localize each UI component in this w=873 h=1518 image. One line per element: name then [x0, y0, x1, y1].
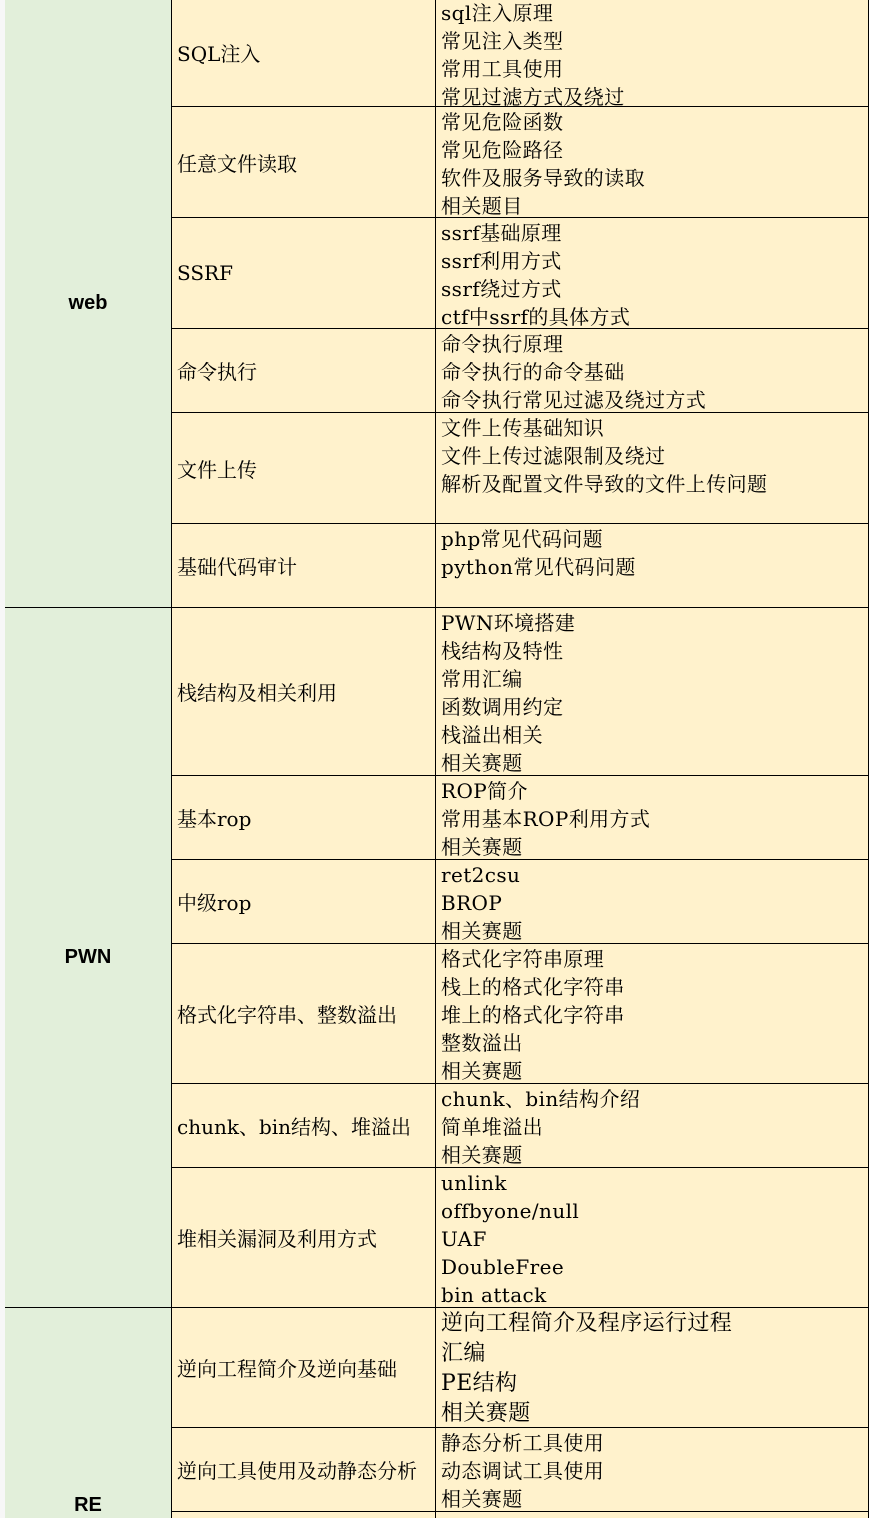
topic-cell[interactable]: [172, 1308, 436, 1428]
detail-item: 命令执行常见过滤及绕过方式: [441, 388, 707, 412]
topic-title: SQL注入: [177, 42, 261, 66]
detail-item: 相关赛题: [441, 1401, 531, 1426]
category-label: web: [68, 291, 108, 314]
detail-cell[interactable]: [436, 608, 869, 776]
detail-item: 简单堆溢出: [441, 1115, 543, 1139]
detail-cell[interactable]: [436, 413, 869, 524]
detail-item: PE结构: [441, 1371, 518, 1396]
topic-title: 命令执行: [177, 360, 257, 384]
detail-item: 相关赛题: [441, 1143, 523, 1167]
detail-item: ROP简介: [441, 779, 528, 803]
detail-item: bin attack: [441, 1283, 547, 1307]
topic-title: 任意文件读取: [177, 151, 297, 176]
category-cell-web[interactable]: [5, 0, 172, 608]
detail-item: ssrf绕过方式: [441, 277, 562, 301]
detail-item: 格式化字符串原理: [441, 947, 605, 971]
detail-item: 常见危险函数: [441, 110, 564, 134]
detail-item: ctf中ssrf的具体方式: [441, 305, 631, 329]
topic-cell[interactable]: [172, 1512, 436, 1518]
topic-cell[interactable]: [172, 944, 436, 1084]
detail-cell[interactable]: [436, 218, 869, 329]
detail-item: 汇编: [441, 1341, 486, 1366]
detail-item: ssrf利用方式: [441, 249, 562, 273]
detail-item: 命令执行原理: [441, 332, 564, 356]
detail-cell[interactable]: [436, 1168, 869, 1308]
topic-cell[interactable]: [172, 0, 436, 107]
topic-cell[interactable]: [172, 1428, 436, 1512]
detail-item: unlink: [441, 1171, 507, 1195]
topic-title: 逆向工具使用及动静态分析: [177, 1459, 417, 1483]
detail-item: 栈溢出相关: [441, 723, 543, 747]
detail-item: 堆上的格式化字符串: [441, 1003, 625, 1027]
detail-item: 栈上的格式化字符串: [441, 975, 625, 999]
topic-cell[interactable]: [172, 1168, 436, 1308]
detail-item: ssrf基础原理: [441, 221, 562, 245]
topic-title: 格式化字符串、整数溢出: [177, 1003, 397, 1027]
detail-item: offbyone/null: [441, 1199, 580, 1223]
detail-cell[interactable]: [436, 524, 869, 608]
topic-cell[interactable]: [172, 107, 436, 218]
detail-cell[interactable]: [436, 107, 869, 218]
topic-cell[interactable]: [172, 218, 436, 329]
detail-cell[interactable]: [436, 0, 869, 107]
detail-item: 常用工具使用: [441, 57, 564, 81]
detail-cell[interactable]: [436, 776, 869, 860]
category-label: PWN: [64, 946, 112, 968]
detail-item: php常见代码问题: [441, 527, 604, 551]
detail-item: sql注入原理: [441, 1, 554, 25]
detail-item: 函数调用约定: [441, 695, 564, 719]
category-cell-pwn[interactable]: [5, 608, 172, 1308]
detail-item: 解析及配置文件导致的文件上传问题: [441, 472, 768, 496]
detail-item: ret2csu: [441, 863, 521, 887]
topic-cell[interactable]: [172, 524, 436, 608]
detail-item: 常用基本ROP利用方式: [441, 807, 651, 831]
topic-cell[interactable]: [172, 1084, 436, 1168]
detail-item: DoubleFree: [441, 1255, 565, 1279]
topic-title: 堆相关漏洞及利用方式: [177, 1227, 377, 1251]
detail-item: 逆向工程简介及程序运行过程: [441, 1311, 733, 1336]
topic-title: 基础代码审计: [177, 555, 297, 579]
topic-cell[interactable]: [172, 860, 436, 944]
detail-item: 相关题目: [441, 194, 523, 218]
detail-cell[interactable]: [436, 1428, 869, 1512]
topic-title: SSRF: [177, 261, 233, 285]
detail-item: chunk、bin结构介绍: [441, 1087, 641, 1111]
category-cell-re[interactable]: [5, 1308, 172, 1518]
topic-title: 栈结构及相关利用: [177, 681, 337, 705]
topic-title: 文件上传: [177, 457, 257, 482]
detail-item: 软件及服务导致的读取: [441, 166, 645, 190]
detail-cell[interactable]: [436, 1512, 869, 1518]
topic-cell[interactable]: [172, 776, 436, 860]
detail-item: 静态分析工具使用: [441, 1431, 605, 1455]
detail-item: 动态调试工具使用: [441, 1459, 605, 1483]
detail-cell[interactable]: [436, 1084, 869, 1168]
detail-cell[interactable]: [436, 329, 869, 413]
detail-item: 常见过滤方式及绕过: [441, 85, 625, 107]
topic-title: 逆向工程简介及逆向基础: [177, 1357, 397, 1381]
detail-cell[interactable]: [436, 860, 869, 944]
topic-cell[interactable]: [172, 608, 436, 776]
column-gap: [869, 0, 873, 1518]
category-label: RE: [74, 1494, 102, 1516]
detail-item: python常见代码问题: [441, 555, 636, 579]
detail-item: 文件上传基础知识: [441, 416, 605, 440]
topic-cell[interactable]: [172, 413, 436, 524]
detail-item: 命令执行的命令基础: [441, 360, 625, 384]
detail-item: UAF: [441, 1227, 487, 1251]
detail-item: 文件上传过滤限制及绕过: [441, 444, 666, 468]
detail-item: PWN环境搭建: [441, 611, 576, 635]
topic-title: 中级rop: [177, 891, 252, 915]
detail-item: 常用汇编: [441, 667, 523, 691]
detail-item: 相关赛题: [441, 1487, 523, 1511]
detail-item: 常见危险路径: [441, 138, 564, 162]
topic-title: 基本rop: [177, 807, 252, 831]
detail-item: 常见注入类型: [441, 29, 564, 53]
detail-item: 相关赛题: [441, 751, 523, 775]
detail-item: 相关赛题: [441, 919, 523, 943]
detail-item: 整数溢出: [441, 1031, 523, 1055]
detail-cell[interactable]: [436, 1308, 869, 1428]
detail-item: BROP: [441, 891, 503, 915]
topic-cell[interactable]: [172, 329, 436, 413]
topic-title: chunk、bin结构、堆溢出: [177, 1115, 412, 1139]
detail-item: 相关赛题: [441, 835, 523, 859]
detail-cell[interactable]: [436, 944, 869, 1084]
detail-item: 栈结构及特性: [441, 639, 564, 663]
detail-item: 相关赛题: [441, 1059, 523, 1083]
